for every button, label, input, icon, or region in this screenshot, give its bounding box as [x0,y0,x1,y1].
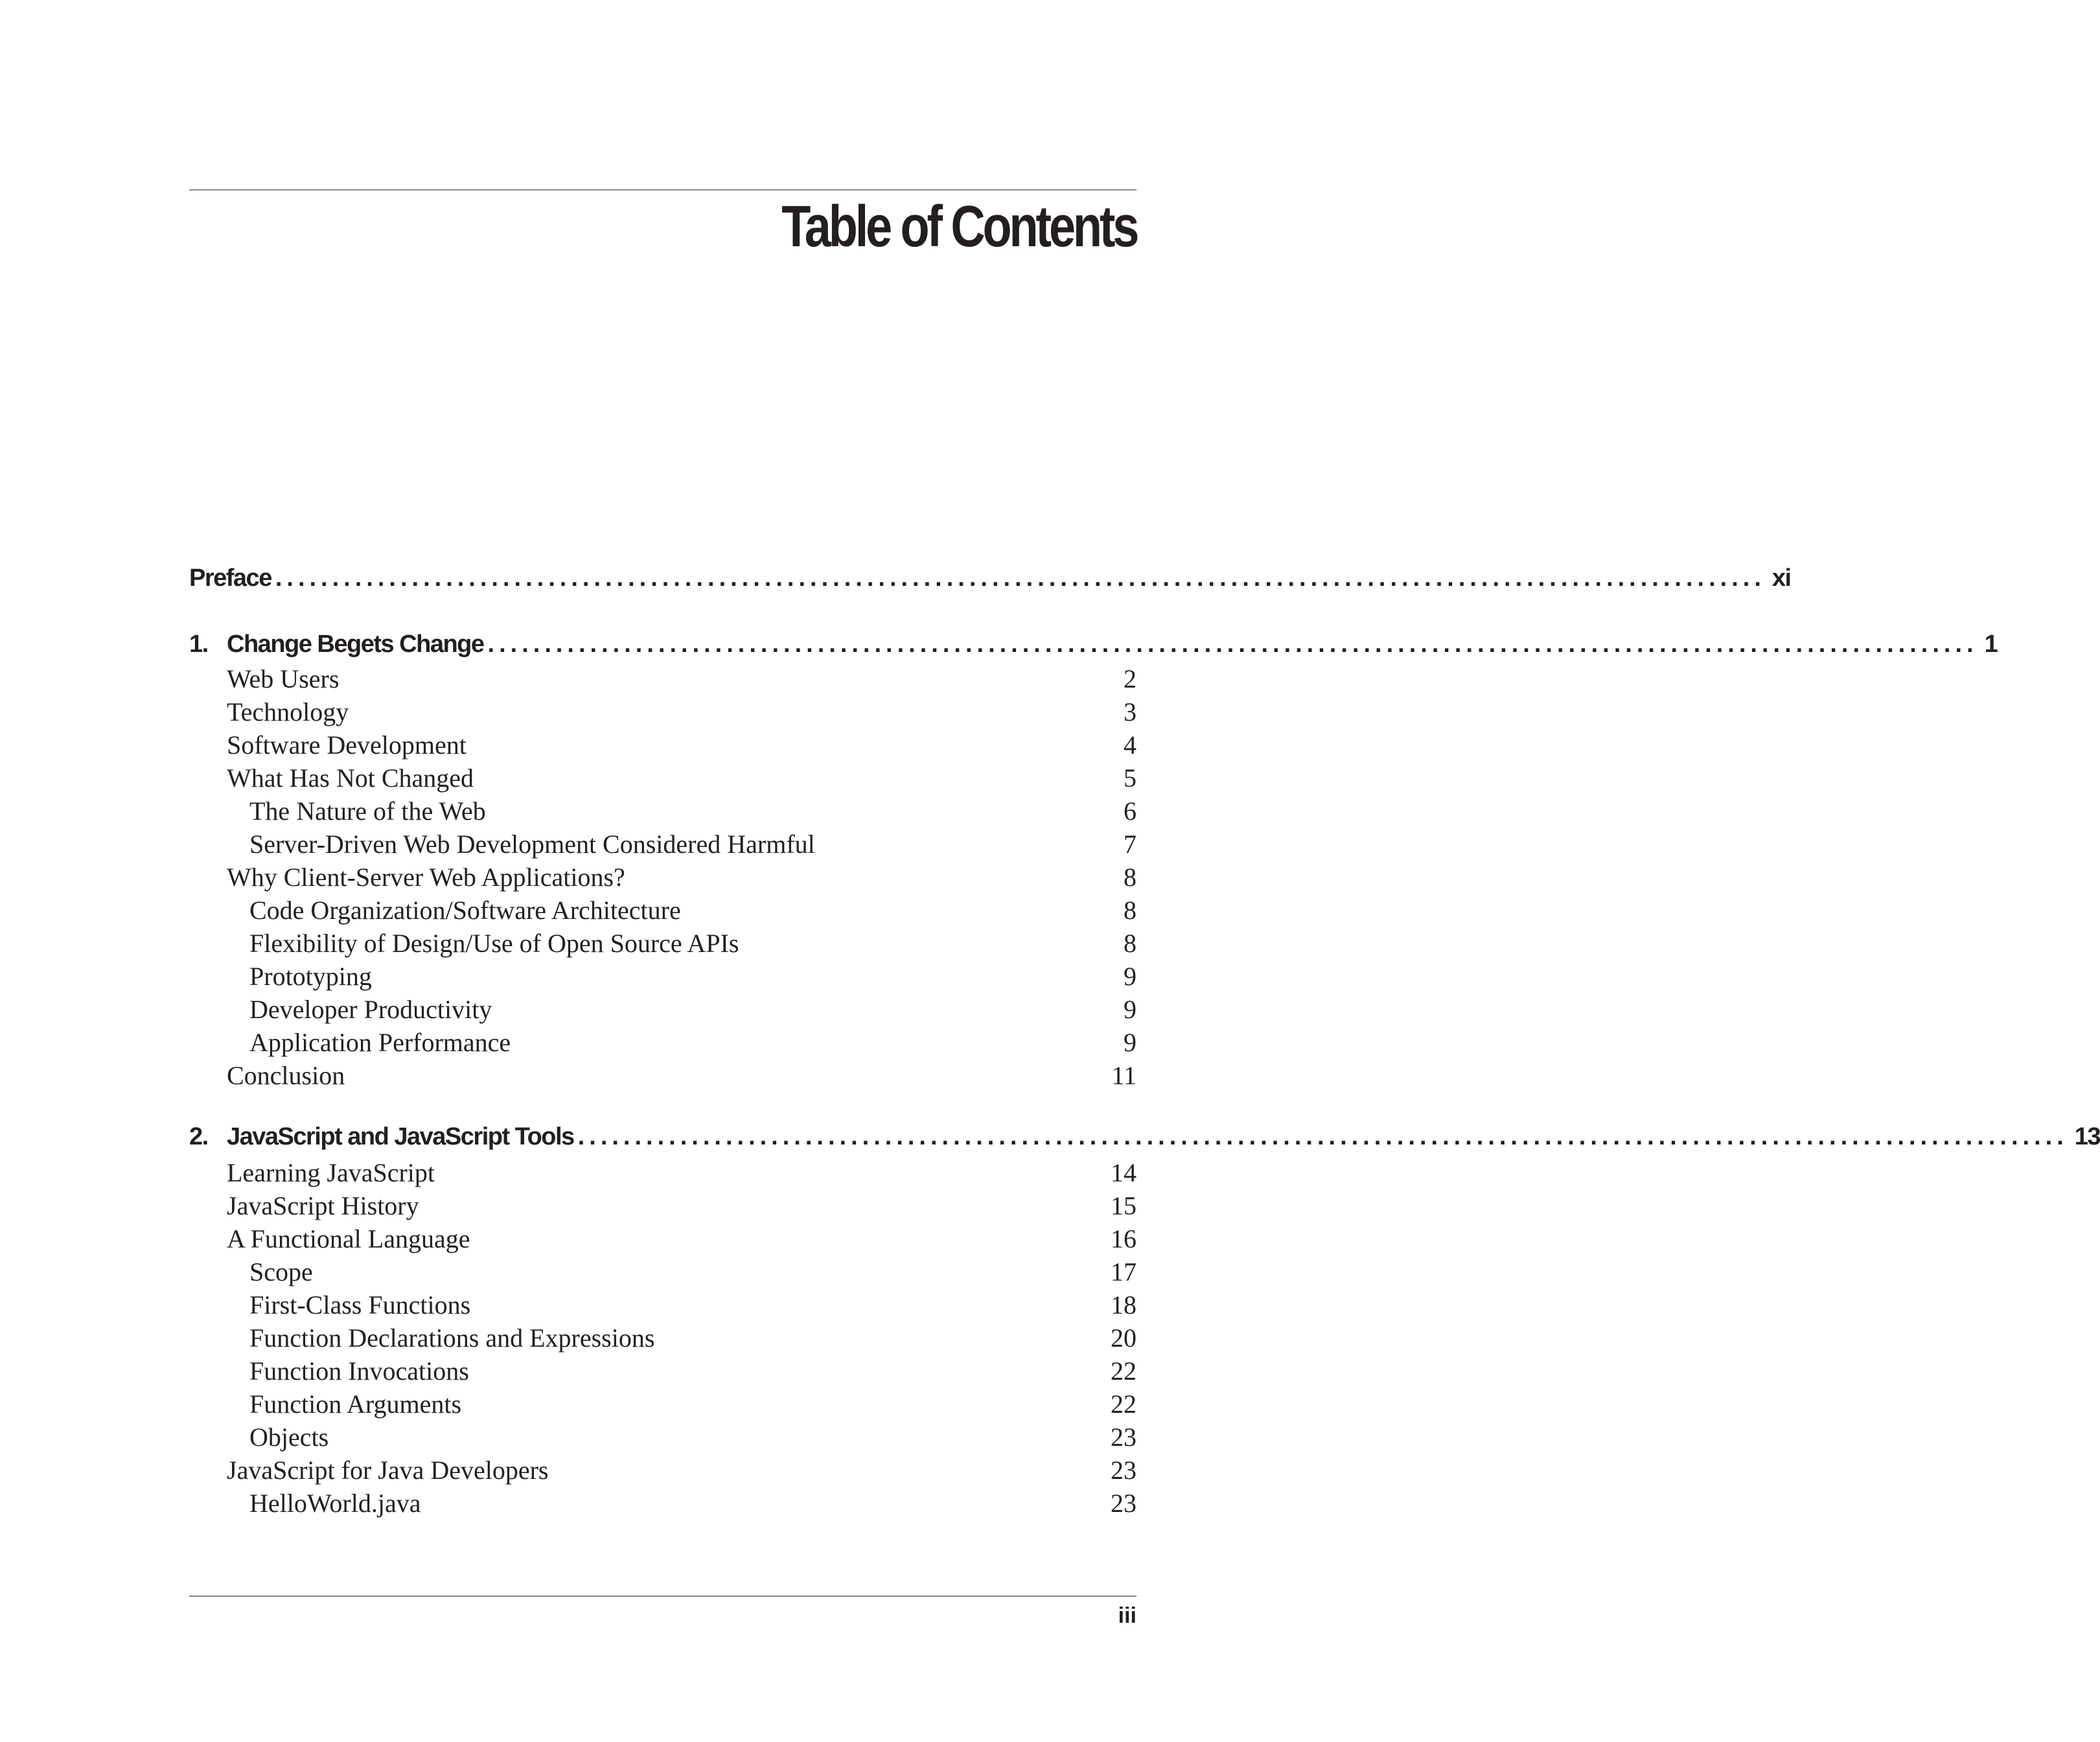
toc-subentry[interactable] [189,796,1137,829]
toc-chapter-1[interactable] [189,631,1998,664]
dot-leader: ................................................................................................................................... [275,564,1766,592]
chapter-number: 1. [189,631,208,658]
toc-entry[interactable] [189,730,1137,763]
entry-page: 8 [1124,929,1137,958]
toc-chapter-2[interactable] [189,1123,2100,1156]
chapter-page: 13 [2074,1123,2100,1150]
entry-title: Web Users [227,664,340,693]
chapter-title: JavaScript and JavaScript Tools [227,1123,574,1150]
chapter-number: 2. [189,1123,208,1150]
toc-entry[interactable] [189,1157,1137,1190]
entry-title: Application Performance [249,1028,511,1057]
entry-title: Function Declarations and Expressions [249,1323,655,1353]
entry-page: 9 [1124,962,1137,991]
entry-page: 17 [1111,1257,1137,1286]
preface-page: xi [1771,564,1791,592]
toc-entry[interactable] [189,862,1137,895]
entry-page: 16 [1111,1224,1137,1253]
toc-subentry[interactable] [189,1323,1137,1356]
chapter-page: 1 [1984,631,1998,658]
entry-title: Scope [249,1257,313,1286]
entry-title: First-Class Functions [249,1290,471,1319]
entry-title: Flexibility of Design/Use of Open Source APIs [249,929,739,958]
entry-page: 6 [1124,796,1137,826]
toc-entry[interactable] [189,1455,1137,1488]
toc-subentry[interactable] [189,1027,1137,1060]
entry-page: 4 [1124,730,1137,760]
entry-page: 9 [1124,995,1137,1024]
toc-subentry[interactable] [189,1290,1137,1323]
entry-title: Conclusion [227,1061,345,1090]
toc-entry[interactable] [189,1060,1137,1093]
toc-entry[interactable] [189,1224,1137,1257]
entry-title: Function Invocations [249,1356,469,1386]
bottom-rule [189,1596,1137,1597]
toc-subentry[interactable] [189,1488,1137,1521]
top-rule [189,189,1137,191]
entry-page: 20 [1111,1323,1137,1353]
entry-title: Prototyping [249,962,372,991]
entry-title: Server-Driven Web Development Considered Harmful [249,830,815,859]
toc-subentry[interactable] [189,1422,1137,1455]
toc-subentry[interactable] [189,895,1137,928]
toc-entry[interactable] [189,697,1137,730]
entry-title: What Has Not Changed [227,763,474,793]
entry-title: Technology [227,697,349,726]
entry-page: 15 [1111,1191,1137,1220]
toc-preface[interactable] [189,564,1791,598]
entry-title: Function Arguments [249,1389,462,1419]
page-number: iii [1118,1603,1137,1628]
entry-page: 23 [1111,1456,1137,1485]
toc-entry[interactable] [189,763,1137,796]
entry-title: Why Client-Server Web Applications? [227,863,625,892]
dot-leader: ................................................................................................................................... [577,1123,2068,1150]
entry-page: 3 [1124,697,1137,726]
toc-subentry[interactable] [189,829,1137,862]
entry-title: Software Development [227,730,467,760]
entry-page: 18 [1111,1290,1137,1319]
entry-title: Objects [249,1423,329,1452]
preface-title: Preface [189,564,271,592]
toc-subentry[interactable] [189,1356,1137,1389]
entry-title: Learning JavaScript [227,1158,435,1187]
entry-page: 22 [1111,1389,1137,1419]
entry-page: 8 [1124,896,1137,925]
entry-title: JavaScript for Java Developers [227,1456,549,1485]
entry-title: The Nature of the Web [249,796,486,826]
chapter-title: Change Begets Change [227,631,484,658]
dot-leader: ................................................................................................................................... [487,631,1978,658]
entry-title: Code Organization/Software Architecture [249,896,681,925]
toc-subentry[interactable] [189,1389,1137,1422]
toc-entry[interactable] [189,664,1137,697]
entry-page: 22 [1111,1356,1137,1386]
entry-page: 8 [1124,863,1137,892]
entry-title: Developer Productivity [249,995,492,1024]
entry-page: 5 [1124,763,1137,793]
page-title: Table of Contents [781,194,1137,259]
toc-subentry[interactable] [189,961,1137,994]
entry-page: 23 [1111,1489,1137,1518]
entry-title: JavaScript History [227,1191,419,1220]
entry-page: 14 [1111,1158,1137,1187]
entry-page: 23 [1111,1423,1137,1452]
entry-page: 7 [1124,830,1137,859]
entry-title: A Functional Language [227,1224,470,1253]
toc-entry[interactable] [189,1190,1137,1224]
entry-title: HelloWorld.java [249,1489,421,1518]
toc-subentry[interactable] [189,1257,1137,1290]
entry-page: 11 [1111,1061,1137,1090]
toc-subentry[interactable] [189,994,1137,1027]
entry-page: 9 [1124,1028,1137,1057]
toc-subentry[interactable] [189,928,1137,961]
entry-page: 2 [1124,664,1137,693]
